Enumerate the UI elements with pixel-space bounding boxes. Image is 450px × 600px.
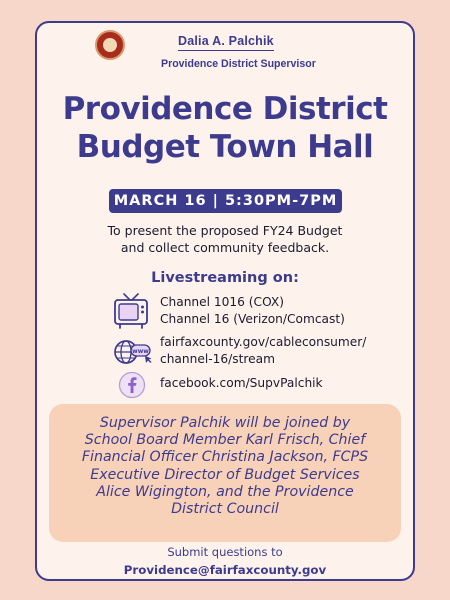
joined-by-box <box>49 404 401 542</box>
facebook-text: facebook.com/SupvPalchik <box>160 376 323 390</box>
title-line-1: Providence District <box>62 91 388 127</box>
title-line-2: Budget Town Hall <box>76 129 374 165</box>
supervisor-name: Dalia A. Palchik <box>178 34 274 51</box>
joined-by-line: District Council <box>171 501 279 518</box>
submit-label: Submit questions to <box>167 545 283 559</box>
submit-email-link[interactable]: Providence@fairfaxcounty.gov <box>123 563 327 577</box>
joined-by-line: Supervisor Palchik will be joined by <box>99 415 351 431</box>
date-time-banner: MARCH 16 | 5:30PM-7PM <box>109 189 342 213</box>
tv-channel-line-2: Channel 16 (Verizon/Comcast) <box>160 312 345 326</box>
supervisor-header <box>95 27 355 79</box>
joined-by-line: School Board Member Karl Frisch, Chief <box>84 432 366 449</box>
facebook-icon <box>118 371 146 399</box>
county-seal-icon <box>95 30 125 60</box>
svg-text:www: www <box>132 348 149 356</box>
purpose-line-2: and collect community feedback. <box>120 240 330 255</box>
supervisor-role: Providence District Supervisor <box>161 58 316 70</box>
page-title <box>35 90 415 166</box>
joined-by-line: Executive Director of Budget Services <box>90 466 360 483</box>
tv-channel-line-1: Channel 1016 (COX) <box>160 295 284 309</box>
joined-by-line: Alice Wigington, and the Providence <box>96 483 354 500</box>
globe-www-icon <box>112 336 152 368</box>
event-purpose <box>35 222 415 256</box>
tv-icon <box>112 292 150 330</box>
joined-by-line: Financial Officer Christina Jackson, FCPS <box>81 449 369 466</box>
web-stream-line-2: channel-16/stream <box>160 352 275 366</box>
purpose-line-1: To present the proposed FY24 Budget <box>107 223 343 238</box>
tv-channel-text <box>160 294 345 328</box>
submit-questions <box>35 543 415 579</box>
joined-by-text <box>49 415 401 518</box>
web-stream-line-1: fairfaxcounty.gov/cableconsumer/ <box>160 335 367 349</box>
livestream-heading: Livestreaming on: <box>151 270 299 286</box>
web-stream-text <box>160 334 366 368</box>
